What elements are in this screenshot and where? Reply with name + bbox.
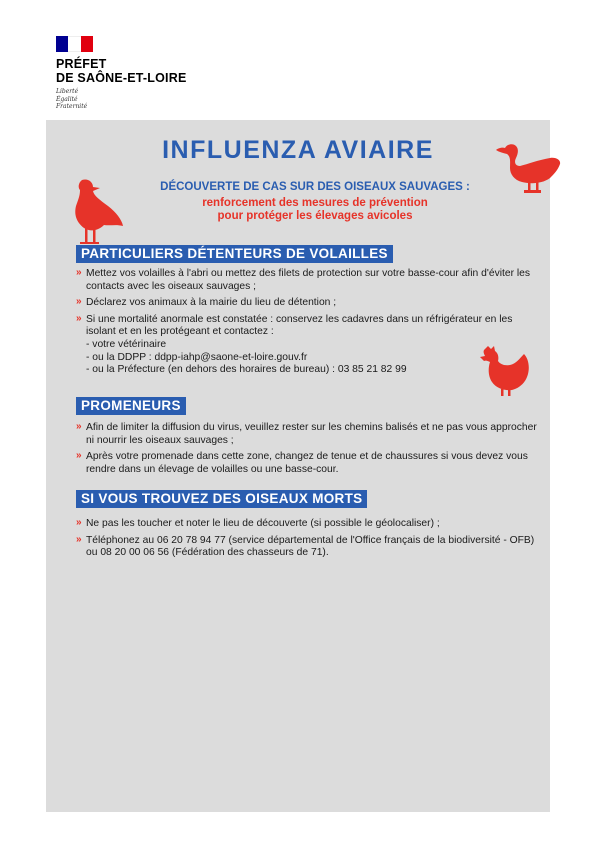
list-item: » Déclarez vos animaux à la mairie du lieu de détention ; bbox=[76, 297, 542, 310]
prefecture-name bbox=[56, 57, 187, 85]
section-heading-particuliers: PARTICULIERS DÉTENTEURS DE VOLAILLES bbox=[76, 245, 393, 263]
list-item: » Si une mortalité anormale est constatée : conservez les cadavres dans un réfrigérateur en les isolant et en les protégeant et contactez : bbox=[76, 314, 542, 339]
motto-egalite: Égalité bbox=[56, 95, 78, 103]
subtitle-red bbox=[125, 197, 505, 223]
duck-icon bbox=[494, 142, 562, 194]
contact-line: - ou la DDPP : ddpp-iahp@saone-et-loire.gouv.fr bbox=[86, 351, 308, 363]
list-item: » Téléphonez au 06 20 78 94 77 (service départemental de l'Office français de la biodiversité - OFB) ou 08 20 00 06 56 (Fédération des chasseurs de 71). bbox=[76, 535, 542, 560]
republic-motto bbox=[56, 88, 87, 111]
list-oiseaux-morts bbox=[76, 518, 542, 564]
motto-liberte: Liberté bbox=[56, 88, 79, 95]
list-particuliers bbox=[76, 268, 542, 377]
motto-fraternite: Fraternité bbox=[56, 103, 88, 110]
subtitle-red-line-2: pour protéger les élevages avicoles bbox=[217, 210, 413, 222]
list-item: » Ne pas les toucher et noter le lieu de découverte (si possible le géolocaliser) ; bbox=[76, 518, 542, 531]
list-item: » Mettez vos volailles à l'abri ou mettez des filets de protection sur votre basse-cour afin d'éviter les contacts avec les oiseaux sauvages ; bbox=[76, 268, 542, 293]
list-item: » Après votre promenade dans cette zone, changez de tenue et de chaussures si vous devez vous rendre dans un élevage de volailles ou une basse-cour. bbox=[76, 451, 542, 476]
list-item: » Afin de limiter la diffusion du virus, veuillez rester sur les chemins balisés et ne pas vous approcher ni nourrir les oiseaux sauvages ; bbox=[76, 422, 542, 447]
marianne-flag-icon bbox=[56, 36, 93, 52]
list-promeneurs bbox=[76, 422, 542, 480]
org-line-2: DE SAÔNE-ET-LOIRE bbox=[56, 71, 187, 85]
subtitle: DÉCOUVERTE DE CAS SUR DES OISEAUX SAUVAGES : bbox=[160, 181, 470, 193]
contact-line: - ou la Préfecture (en dehors des horaires de bureau) : 03 85 21 82 99 bbox=[86, 364, 407, 376]
page-title: INFLUENZA AVIAIRE bbox=[162, 136, 434, 164]
contact-line: - votre vétérinaire bbox=[86, 338, 167, 350]
section-heading-oiseaux-morts: SI VOUS TROUVEZ DES OISEAUX MORTS bbox=[76, 490, 367, 508]
gull-icon bbox=[60, 176, 124, 246]
org-line-1: PRÉFET bbox=[56, 57, 107, 71]
subtitle-red-line-1: renforcement des mesures de prévention bbox=[202, 197, 428, 209]
section-heading-promeneurs: PROMENEURS bbox=[76, 397, 186, 415]
